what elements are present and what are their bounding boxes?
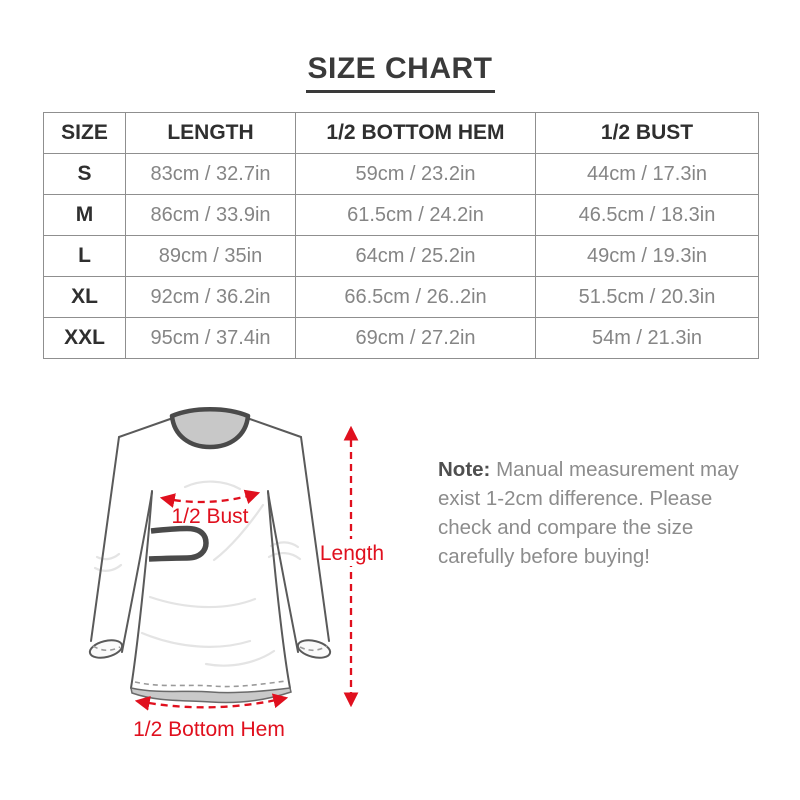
header-bottom-hem: 1/2 BOTTOM HEM (296, 113, 536, 154)
table-header-row (44, 113, 759, 154)
bust-value: 54m / 21.3in (536, 318, 759, 359)
bottom-hem-value: 64cm / 25.2in (296, 236, 536, 277)
bottom-hem-value: 61.5cm / 24.2in (296, 195, 536, 236)
table-row (44, 277, 759, 318)
table-row (44, 236, 759, 277)
page-title: SIZE CHART (306, 52, 495, 93)
length-value: 95cm / 37.4in (126, 318, 296, 359)
bust-label: 1/2 Bust (171, 505, 249, 528)
size-value: S (44, 154, 126, 195)
bottom-hem-label: 1/2 Bottom Hem (133, 718, 285, 741)
table-row (44, 318, 759, 359)
header-size: SIZE (44, 113, 126, 154)
bottom-hem-value: 59cm / 23.2in (296, 154, 536, 195)
table-row (44, 154, 759, 195)
note-prefix: Note: (438, 458, 491, 481)
length-value: 89cm / 35in (126, 236, 296, 277)
size-value: XL (44, 277, 126, 318)
size-value: L (44, 236, 126, 277)
size-value: XXL (44, 318, 126, 359)
header-bust: 1/2 BUST (536, 113, 759, 154)
bust-value: 51.5cm / 20.3in (536, 277, 759, 318)
bottom-hem-value: 66.5cm / 26..2in (296, 277, 536, 318)
bust-value: 46.5cm / 18.3in (536, 195, 759, 236)
bust-value: 49cm / 19.3in (536, 236, 759, 277)
note-text (438, 455, 750, 571)
header-length: LENGTH (126, 113, 296, 154)
chest-opening (149, 529, 206, 560)
size-value: M (44, 195, 126, 236)
note-body: Manual measurement may exist 1-2cm difference. Please check and compare the size carefully before buying! (438, 458, 739, 568)
garment-body (91, 411, 329, 692)
length-value: 92cm / 36.2in (126, 277, 296, 318)
bust-value: 44cm / 17.3in (536, 154, 759, 195)
page-title-wrap (0, 52, 800, 93)
length-value: 86cm / 33.9in (126, 195, 296, 236)
length-value: 83cm / 32.7in (126, 154, 296, 195)
garment-diagram (55, 388, 425, 760)
size-table (43, 112, 759, 359)
bottom-hem-value: 69cm / 27.2in (296, 318, 536, 359)
table-row (44, 195, 759, 236)
length-label: Length (319, 542, 385, 565)
